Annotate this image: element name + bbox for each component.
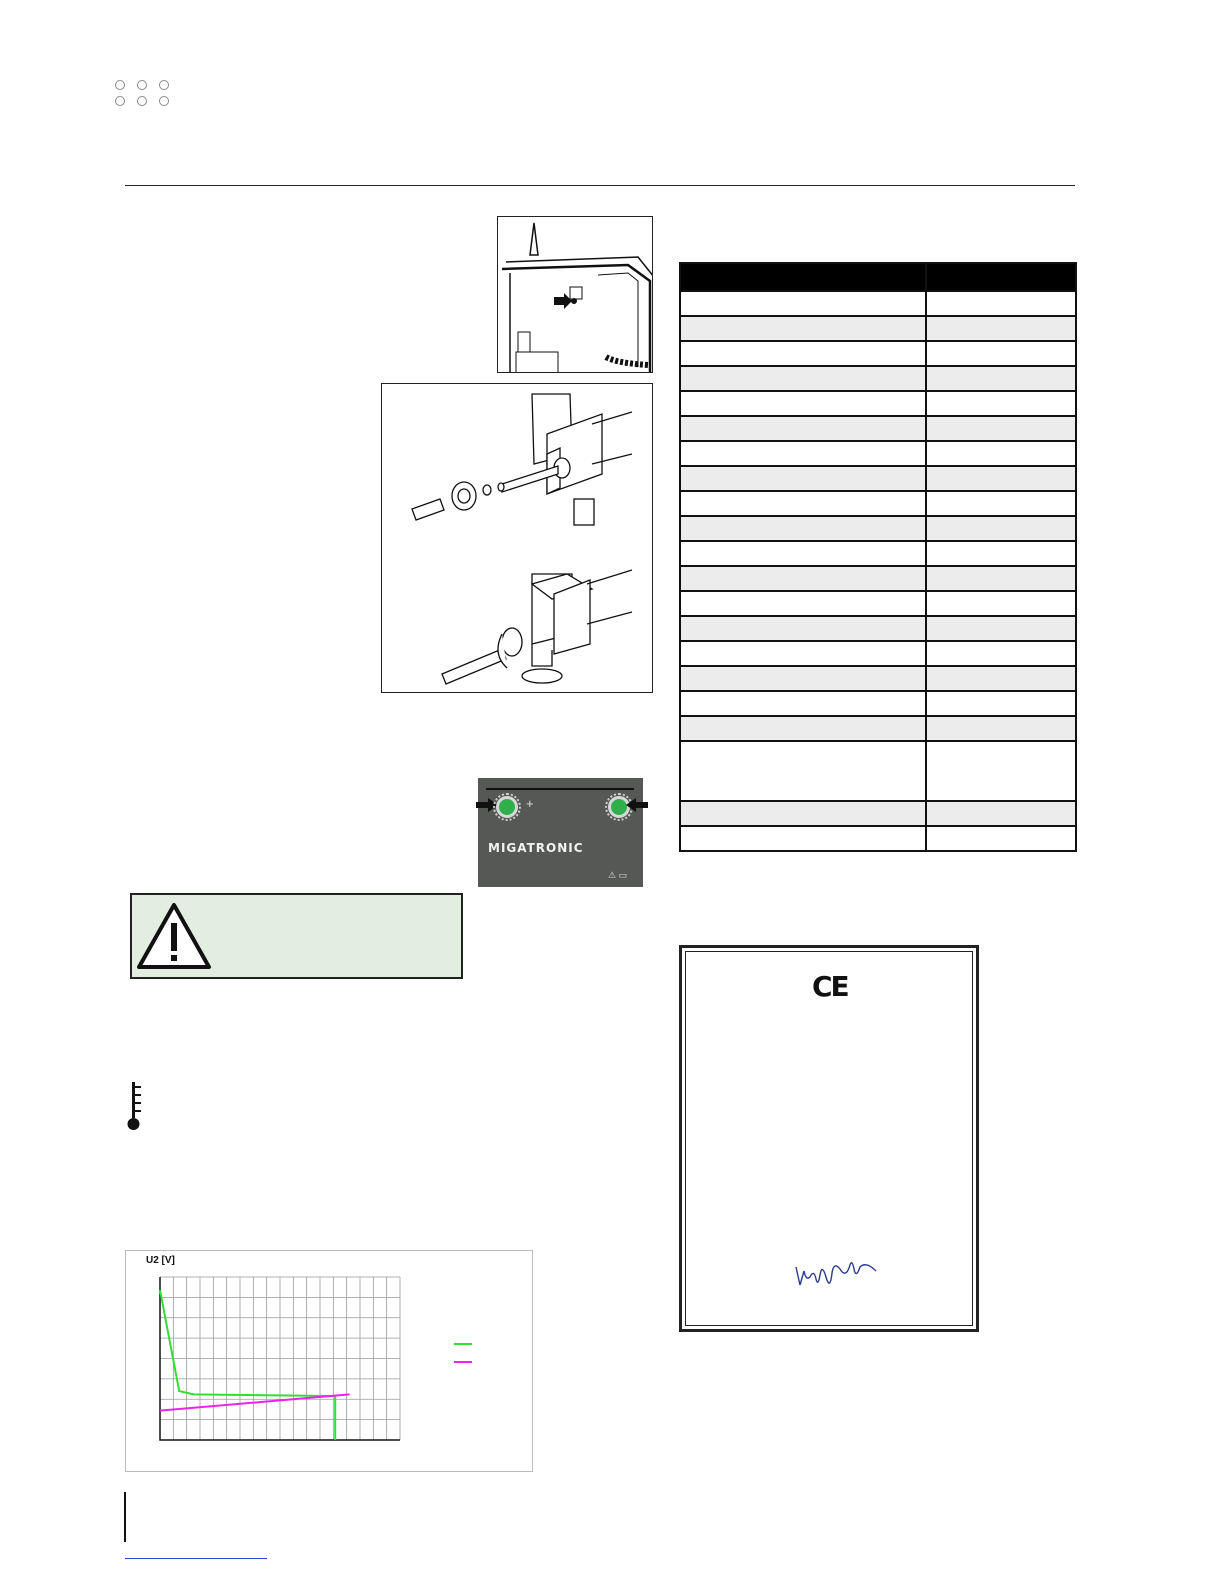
table-row <box>680 391 1076 416</box>
table-row <box>680 666 1076 691</box>
left-adjust-knob[interactable] <box>496 796 518 818</box>
table-row <box>680 641 1076 666</box>
table-row <box>680 491 1076 516</box>
table-row <box>680 366 1076 391</box>
table-row <box>680 416 1076 441</box>
ce-mark: CE <box>812 970 848 1003</box>
plus-symbol: + <box>526 796 534 811</box>
warning-triangle-icon <box>136 901 212 971</box>
table-header-cell <box>680 263 926 291</box>
brand-logo: MIGATRONIC <box>488 841 584 855</box>
arrow-left-icon <box>626 798 648 812</box>
table-row <box>680 441 1076 466</box>
chart-y-axis-label: U2 [V] <box>146 1255 175 1266</box>
table-row <box>680 341 1076 366</box>
control-panel <box>478 778 643 887</box>
manual-warning-icon: ⚠ ▭ <box>608 870 628 880</box>
footer-link-underline <box>125 1558 267 1559</box>
table-row <box>680 566 1076 591</box>
thermometer-icon <box>126 1080 146 1132</box>
dot-grid-logo <box>113 78 173 110</box>
table-row <box>680 691 1076 716</box>
specification-table <box>679 262 1077 852</box>
table-row <box>680 591 1076 616</box>
table-row <box>680 466 1076 491</box>
table-row <box>680 516 1076 541</box>
table-row <box>680 616 1076 641</box>
table-row <box>680 541 1076 566</box>
signature <box>790 1255 880 1295</box>
page-margin-mark <box>124 1492 126 1542</box>
table-row <box>680 801 1076 826</box>
chart-legend <box>450 1338 480 1368</box>
panel-divider <box>486 788 634 790</box>
machine-interior-figure <box>497 216 653 373</box>
table-row <box>680 741 1076 801</box>
table-row <box>680 716 1076 741</box>
table-header-row <box>680 263 1076 291</box>
series-line-2 <box>160 1394 350 1410</box>
table-row <box>680 826 1076 851</box>
table-row <box>680 291 1076 316</box>
table-row <box>680 316 1076 341</box>
connector-assembly-figure <box>381 383 653 693</box>
header-divider <box>125 185 1075 186</box>
table-header-cell <box>926 263 1076 291</box>
warning-box <box>130 893 463 979</box>
